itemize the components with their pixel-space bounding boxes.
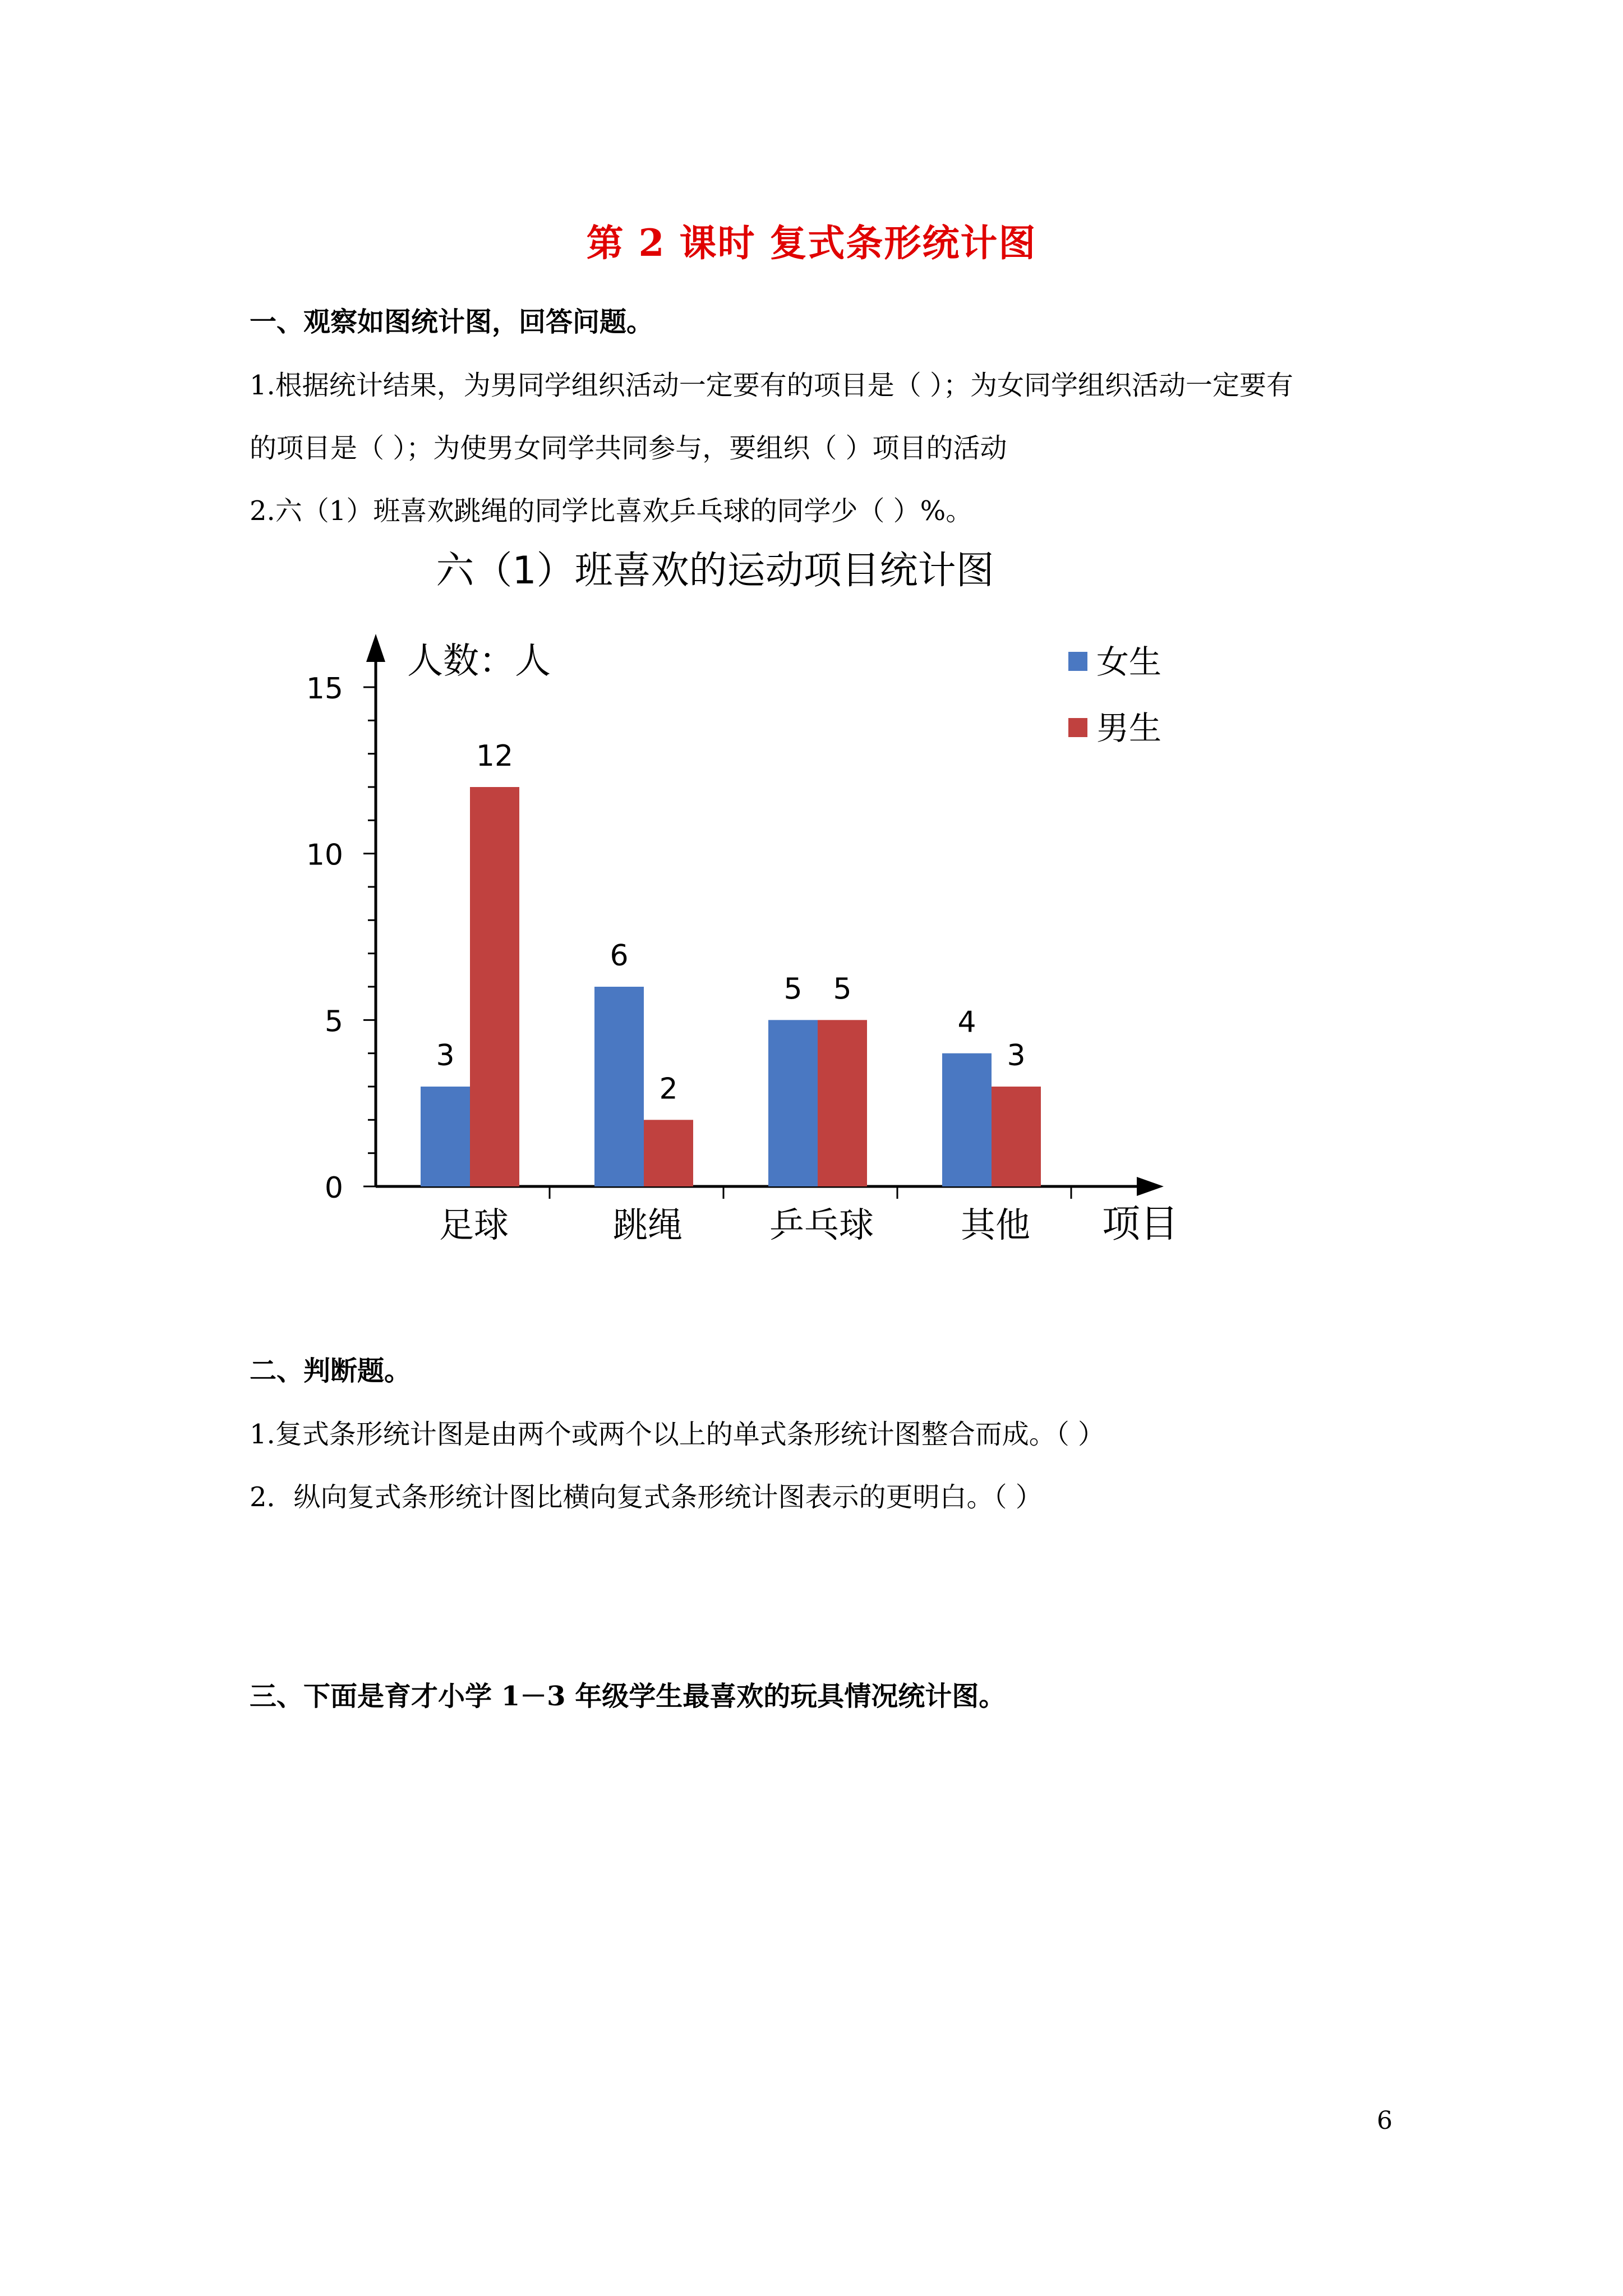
y-tick-label: 15 <box>306 672 343 706</box>
bar <box>644 1120 693 1186</box>
data-label: 6 <box>610 939 629 973</box>
y-axis-arrow <box>366 634 385 662</box>
section2-heading: 二、判断题。 <box>250 1355 412 1387</box>
judgement-question2: 2．纵向复式条形统计图比横向复式条形统计图表示的更明白。（ ） <box>250 1481 1043 1513</box>
x-tick-label: 乒乓球 <box>769 1204 874 1245</box>
x-tick-label: 跳绳 <box>612 1204 683 1245</box>
x-axis-label: 项目 <box>1102 1202 1179 1246</box>
bar-chart <box>292 533 1245 1285</box>
data-label: 3 <box>436 1039 455 1073</box>
data-label: 4 <box>957 1005 976 1039</box>
legend-swatch-female <box>1068 652 1087 671</box>
x-tick-label: 其他 <box>960 1204 1031 1245</box>
data-label: 12 <box>476 739 514 773</box>
page-title: 第 2 课时 复式条形统计图 <box>586 221 1037 265</box>
x-tick-label: 足球 <box>439 1204 509 1245</box>
page-number: 6 <box>1377 2106 1393 2135</box>
bar <box>768 1020 818 1186</box>
data-label: 2 <box>659 1072 678 1106</box>
legend-label-female: 女生 <box>1096 643 1162 681</box>
x-axis-arrow <box>1137 1177 1164 1196</box>
chart-title: 六（1）班喜欢的运动项目统计图 <box>436 549 994 593</box>
section1-heading: 一、观察如图统计图，回答问题。 <box>250 306 654 338</box>
bar <box>594 987 644 1186</box>
data-label: 5 <box>833 972 852 1006</box>
y-tick-label: 10 <box>306 838 343 872</box>
bar <box>421 1087 470 1186</box>
bar <box>818 1020 867 1186</box>
section3-heading: 三、下面是育才小学 1－3 年级学生最喜欢的玩具情况统计图。 <box>250 1681 1006 1712</box>
question1-line2: 的项目是（ ）；为使男女同学共同参与，要组织（ ）项目的活动 <box>250 432 1007 464</box>
y-tick-label: 5 <box>324 1005 343 1039</box>
data-label: 3 <box>1007 1039 1026 1073</box>
y-tick-label: 0 <box>324 1171 343 1205</box>
y-axis-label: 人数：人 <box>407 641 551 682</box>
bar <box>992 1087 1041 1186</box>
chart-bars <box>421 739 1041 1186</box>
bar <box>942 1053 992 1186</box>
legend-label-male: 男生 <box>1096 709 1162 747</box>
judgement-question1: 1.复式条形统计图是由两个或两个以上的单式条形统计图整合而成。（ ） <box>250 1419 1105 1450</box>
data-label: 5 <box>783 972 803 1006</box>
question1-line1: 1.根据统计结果，为男同学组织活动一定要有的项目是（ ）；为女同学组织活动一定要有 <box>250 370 1294 401</box>
legend-swatch-male <box>1068 718 1087 737</box>
bar <box>470 787 519 1186</box>
chart-legend <box>1068 643 1161 747</box>
question2: 2.六（1）班喜欢跳绳的同学比喜欢乒乓球的同学少（ ）%。 <box>250 495 973 527</box>
